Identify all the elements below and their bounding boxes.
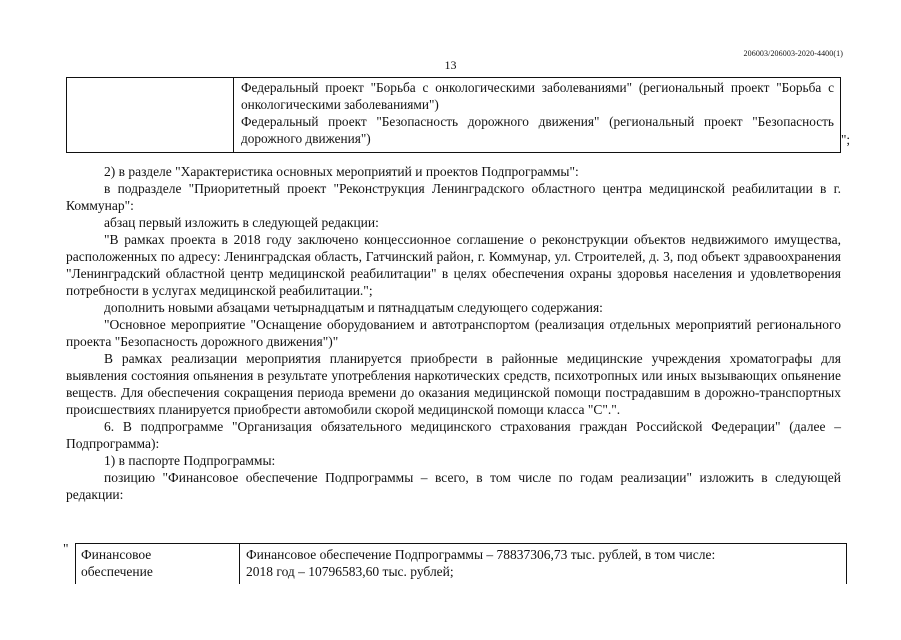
table-cell-value [246,546,715,580]
opening-quote: " [63,541,69,556]
financing-label: Финансовое обеспечение [81,547,153,579]
paragraph: "Основное мероприятие "Оснащение оборудованием и автотранспортом (реализация отдельных мероприятий регионального проекта "Безопасность дорожного движения")" [66,317,841,349]
table-column-divider [233,78,234,152]
federal-project-road-safety: Федеральный проект "Безопасность дорожного движения" (региональный проект "Безопасность дорожного движения") [241,113,834,146]
paragraph: "В рамках проекта в 2018 году заключено концессионное соглашение о реконструкции объектов недвижимого имущества, расположенных по адресу: Ленинградская область, Гатчинский район, г. Коммунар, ул. Строителей, д. 3, под объект здравоохранения "Ленинградский областной центр медицинской реабилитации" в целях обеспечения охраны здоровья населения и удовлетворения потребности в услугах медицинской реабилитации."; [66,232,841,298]
page-number: 13 [444,58,457,72]
paragraph: 2) в разделе "Характеристика основных мероприятий и проектов Подпрограммы": [104,164,579,179]
table-cell-projects [241,80,834,148]
paragraph: дополнить новыми абзацами четырнадцатым и пятнадцатым следующего содержания: [104,300,603,315]
paragraph: 6. В подпрограмме "Организация обязательного медицинского страхования граждан Российской Федерации" (далее – Подпрограмма): [66,419,841,451]
table-cell-label [81,546,161,580]
financing-total: Финансовое обеспечение Подпрограммы – 78837306,73 тыс. рублей, в том числе: [246,547,716,562]
closing-quote: "; [841,132,851,147]
body-text [66,163,841,503]
paragraph: в подразделе "Приоритетный проект "Реконструкция Ленинградского областного центра медицинской реабилитации в г. Коммунар": [66,181,841,213]
paragraph: абзац первый изложить в следующей редакции: [104,215,379,230]
paragraph: позицию "Финансовое обеспечение Подпрограммы – всего, в том числе по годам реализации" изложить в следующей редакции: [66,470,841,502]
table-column-divider [239,544,240,584]
financing-2018: 2018 год – 10796583,60 тыс. рублей; [246,564,454,579]
document-code: 206003/206003-2020-4400(1) [743,49,843,58]
top-table [66,77,841,153]
paragraph: В рамках реализации мероприятия планируется приобрести в районные медицинские учреждения хроматографы для выявления состояния опьянения в результате употребления наркотических средств, психотропных или иных вызывающих опьянение веществ. Для обеспечения сокращения периода времени до оказания медицинской помощи пострадавшим в дорожно-транспортных происшествиях планируется приобрести автомобили скорой медицинской помощи класса "С".". [66,351,841,417]
paragraph: 1) в паспорте Подпрограммы: [104,453,276,468]
bottom-table [75,543,847,584]
federal-project-oncology: Федеральный проект "Борьба с онкологическими заболеваниями" (региональный проект "Борьба с онкологическими заболеваниями") [241,80,834,112]
